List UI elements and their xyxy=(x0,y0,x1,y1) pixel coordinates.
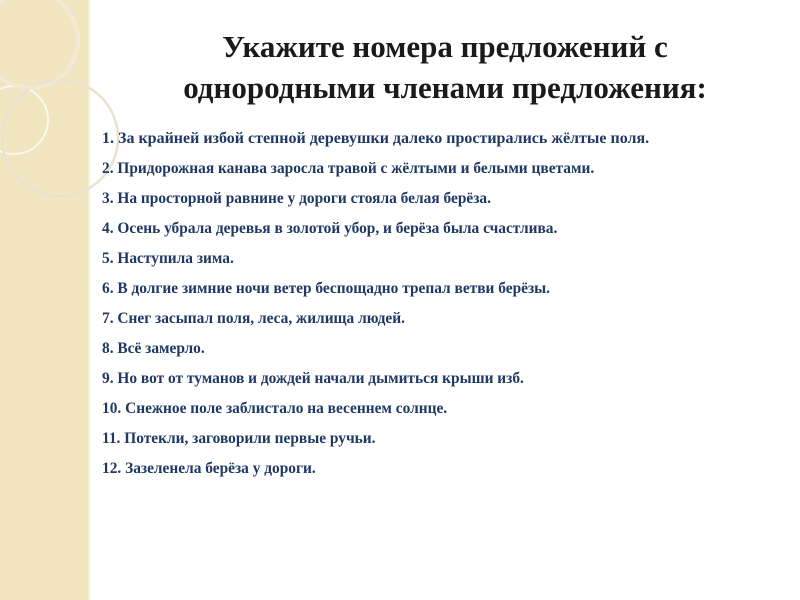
sentence-item: 4. Осень убрала деревья в золотой убор, и берёза была счастлива. xyxy=(102,220,558,237)
sentence-item: 5. Наступила зима. xyxy=(102,250,234,267)
sentence-item: 2. Придорожная канава заросла травой с жёлтыми и белыми цветами. xyxy=(102,160,595,177)
sentence-item: 6. В долгие зимние ночи ветер беспощадно трепал ветви берёзы. xyxy=(102,280,551,297)
sentence-item: 7. Снег засыпал поля, леса, жилища людей. xyxy=(102,310,405,327)
sentence-item: 11. Потекли, заговорили первые ручьи. xyxy=(102,430,376,447)
slide-title xyxy=(100,26,790,108)
slide-title-line-2: однородными членами предложения: xyxy=(183,70,707,105)
slide-title-line-1: Укажите номера предложений с xyxy=(222,29,668,64)
sentence-list xyxy=(102,124,792,484)
sentence-item: 8. Всё замерло. xyxy=(102,340,205,357)
sentence-item: 9. Но вот от туманов и дождей начали дымиться крыши изб. xyxy=(102,370,524,387)
sentence-item: 12. Зазеленела берёза у дороги. xyxy=(102,460,316,477)
sentence-item: 10. Снежное поле заблистало на весеннем солнце. xyxy=(102,400,448,417)
sentence-item: 1. За крайней избой степной деревушки далеко простирались жёлтые поля. xyxy=(102,130,650,147)
sentence-item: 3. На просторной равнине у дороги стояла белая берёза. xyxy=(102,190,491,207)
